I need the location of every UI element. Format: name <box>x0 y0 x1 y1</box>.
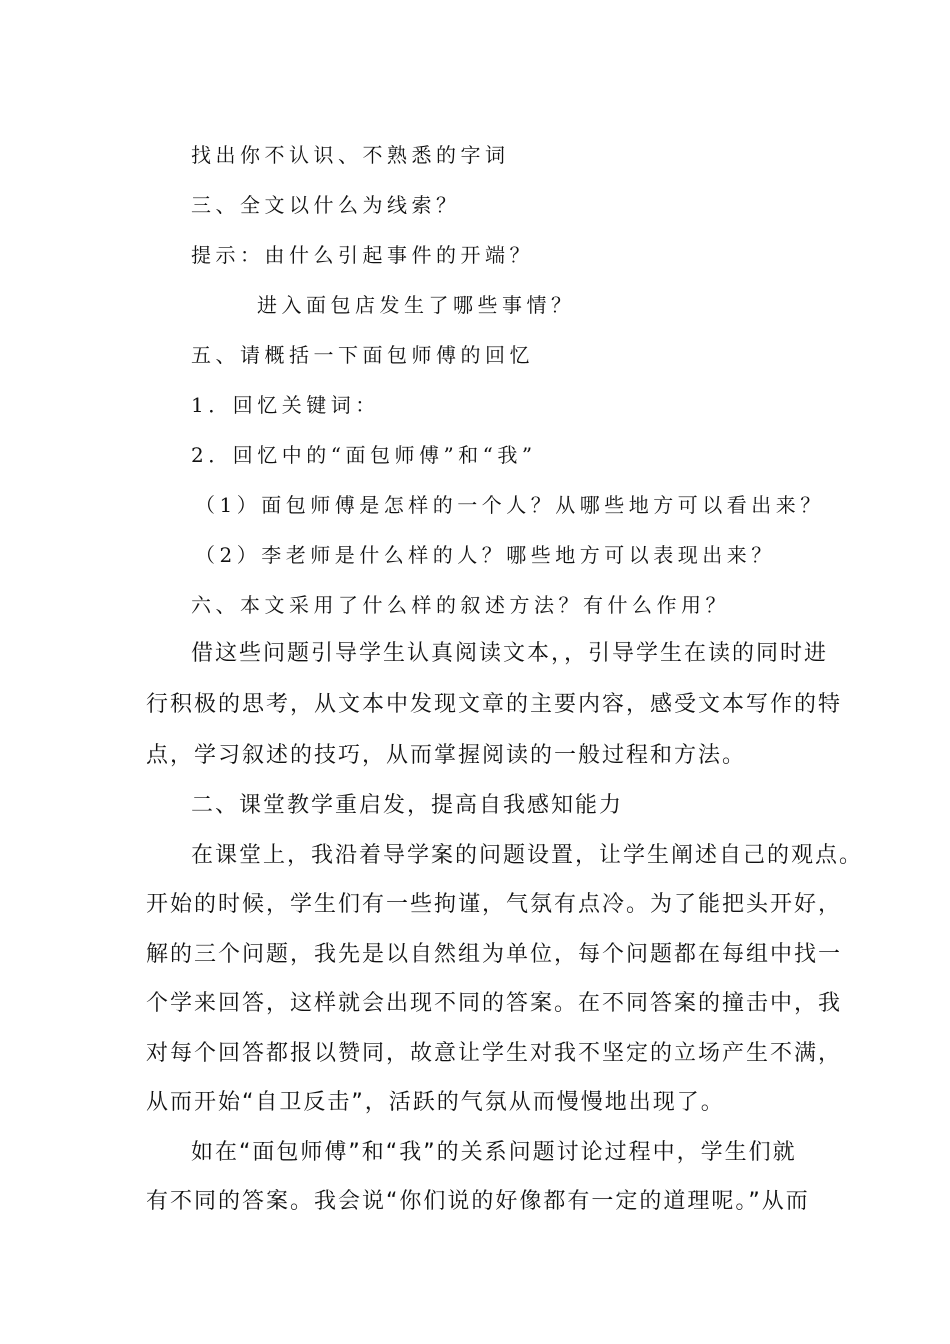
question-line: 2．回忆中的“面包师傅”和“我” <box>191 443 537 467</box>
question-line: （1）面包师傅是怎样的一个人？从哪些地方可以看出来？ <box>195 493 825 517</box>
section-heading: 二、课堂教学重启发，提高自我感知能力 <box>191 793 624 818</box>
body-line: 开始的时候，学生们有一些拘谨，气氛有点冷。为了能把头开好， <box>146 892 843 917</box>
body-line: 从而开始“自卫反击”，活跃的气氛从而慢慢地出现了。 <box>146 1090 725 1115</box>
body-line: 解的三个问题，我先是以自然组为单位，每个问题都在每组中找一 <box>146 942 843 967</box>
body-line: 对每个回答都报以赞同，故意让学生对我不坚定的立场产生不满， <box>146 1041 843 1066</box>
question-line: 提示：由什么引起事件的开端？ <box>191 243 534 267</box>
question-line: 找出你不认识、不熟悉的字词 <box>191 143 510 167</box>
question-line: 1．回忆关键词： <box>191 393 380 417</box>
body-line: 行积极的思考，从文本中发现文章的主要内容，感受文本写作的特 <box>146 692 843 717</box>
question-line: （2）李老师是什么样的人？哪些地方可以表现出来？ <box>195 543 776 567</box>
question-line: 三、全文以什么为线索？ <box>191 193 461 217</box>
body-line: 如在“面包师傅”和“我”的关系问题讨论过程中，学生们就 <box>191 1140 797 1165</box>
question-line: 五、请概括一下面包师傅的回忆 <box>191 343 534 367</box>
body-line: 在课堂上，我沿着导学案的问题设置，让学生阐述自己的观点。 <box>191 843 864 868</box>
body-line: 借这些问题引导学生认真阅读文本，，引导学生在读的同时进 <box>191 641 829 666</box>
body-line: 有不同的答案。我会说“你们说的好像都有一定的道理呢。”从而 <box>146 1189 810 1214</box>
question-line: 六、本文采用了什么样的叙述方法？有什么作用？ <box>191 593 730 617</box>
body-line: 点，学习叙述的技巧，从而掌握阅读的一般过程和方法。 <box>146 743 747 768</box>
body-line: 个学来回答，这样就会出现不同的答案。在不同答案的撞击中，我 <box>146 991 843 1016</box>
question-line: 进入面包店发生了哪些事情？ <box>257 293 576 317</box>
